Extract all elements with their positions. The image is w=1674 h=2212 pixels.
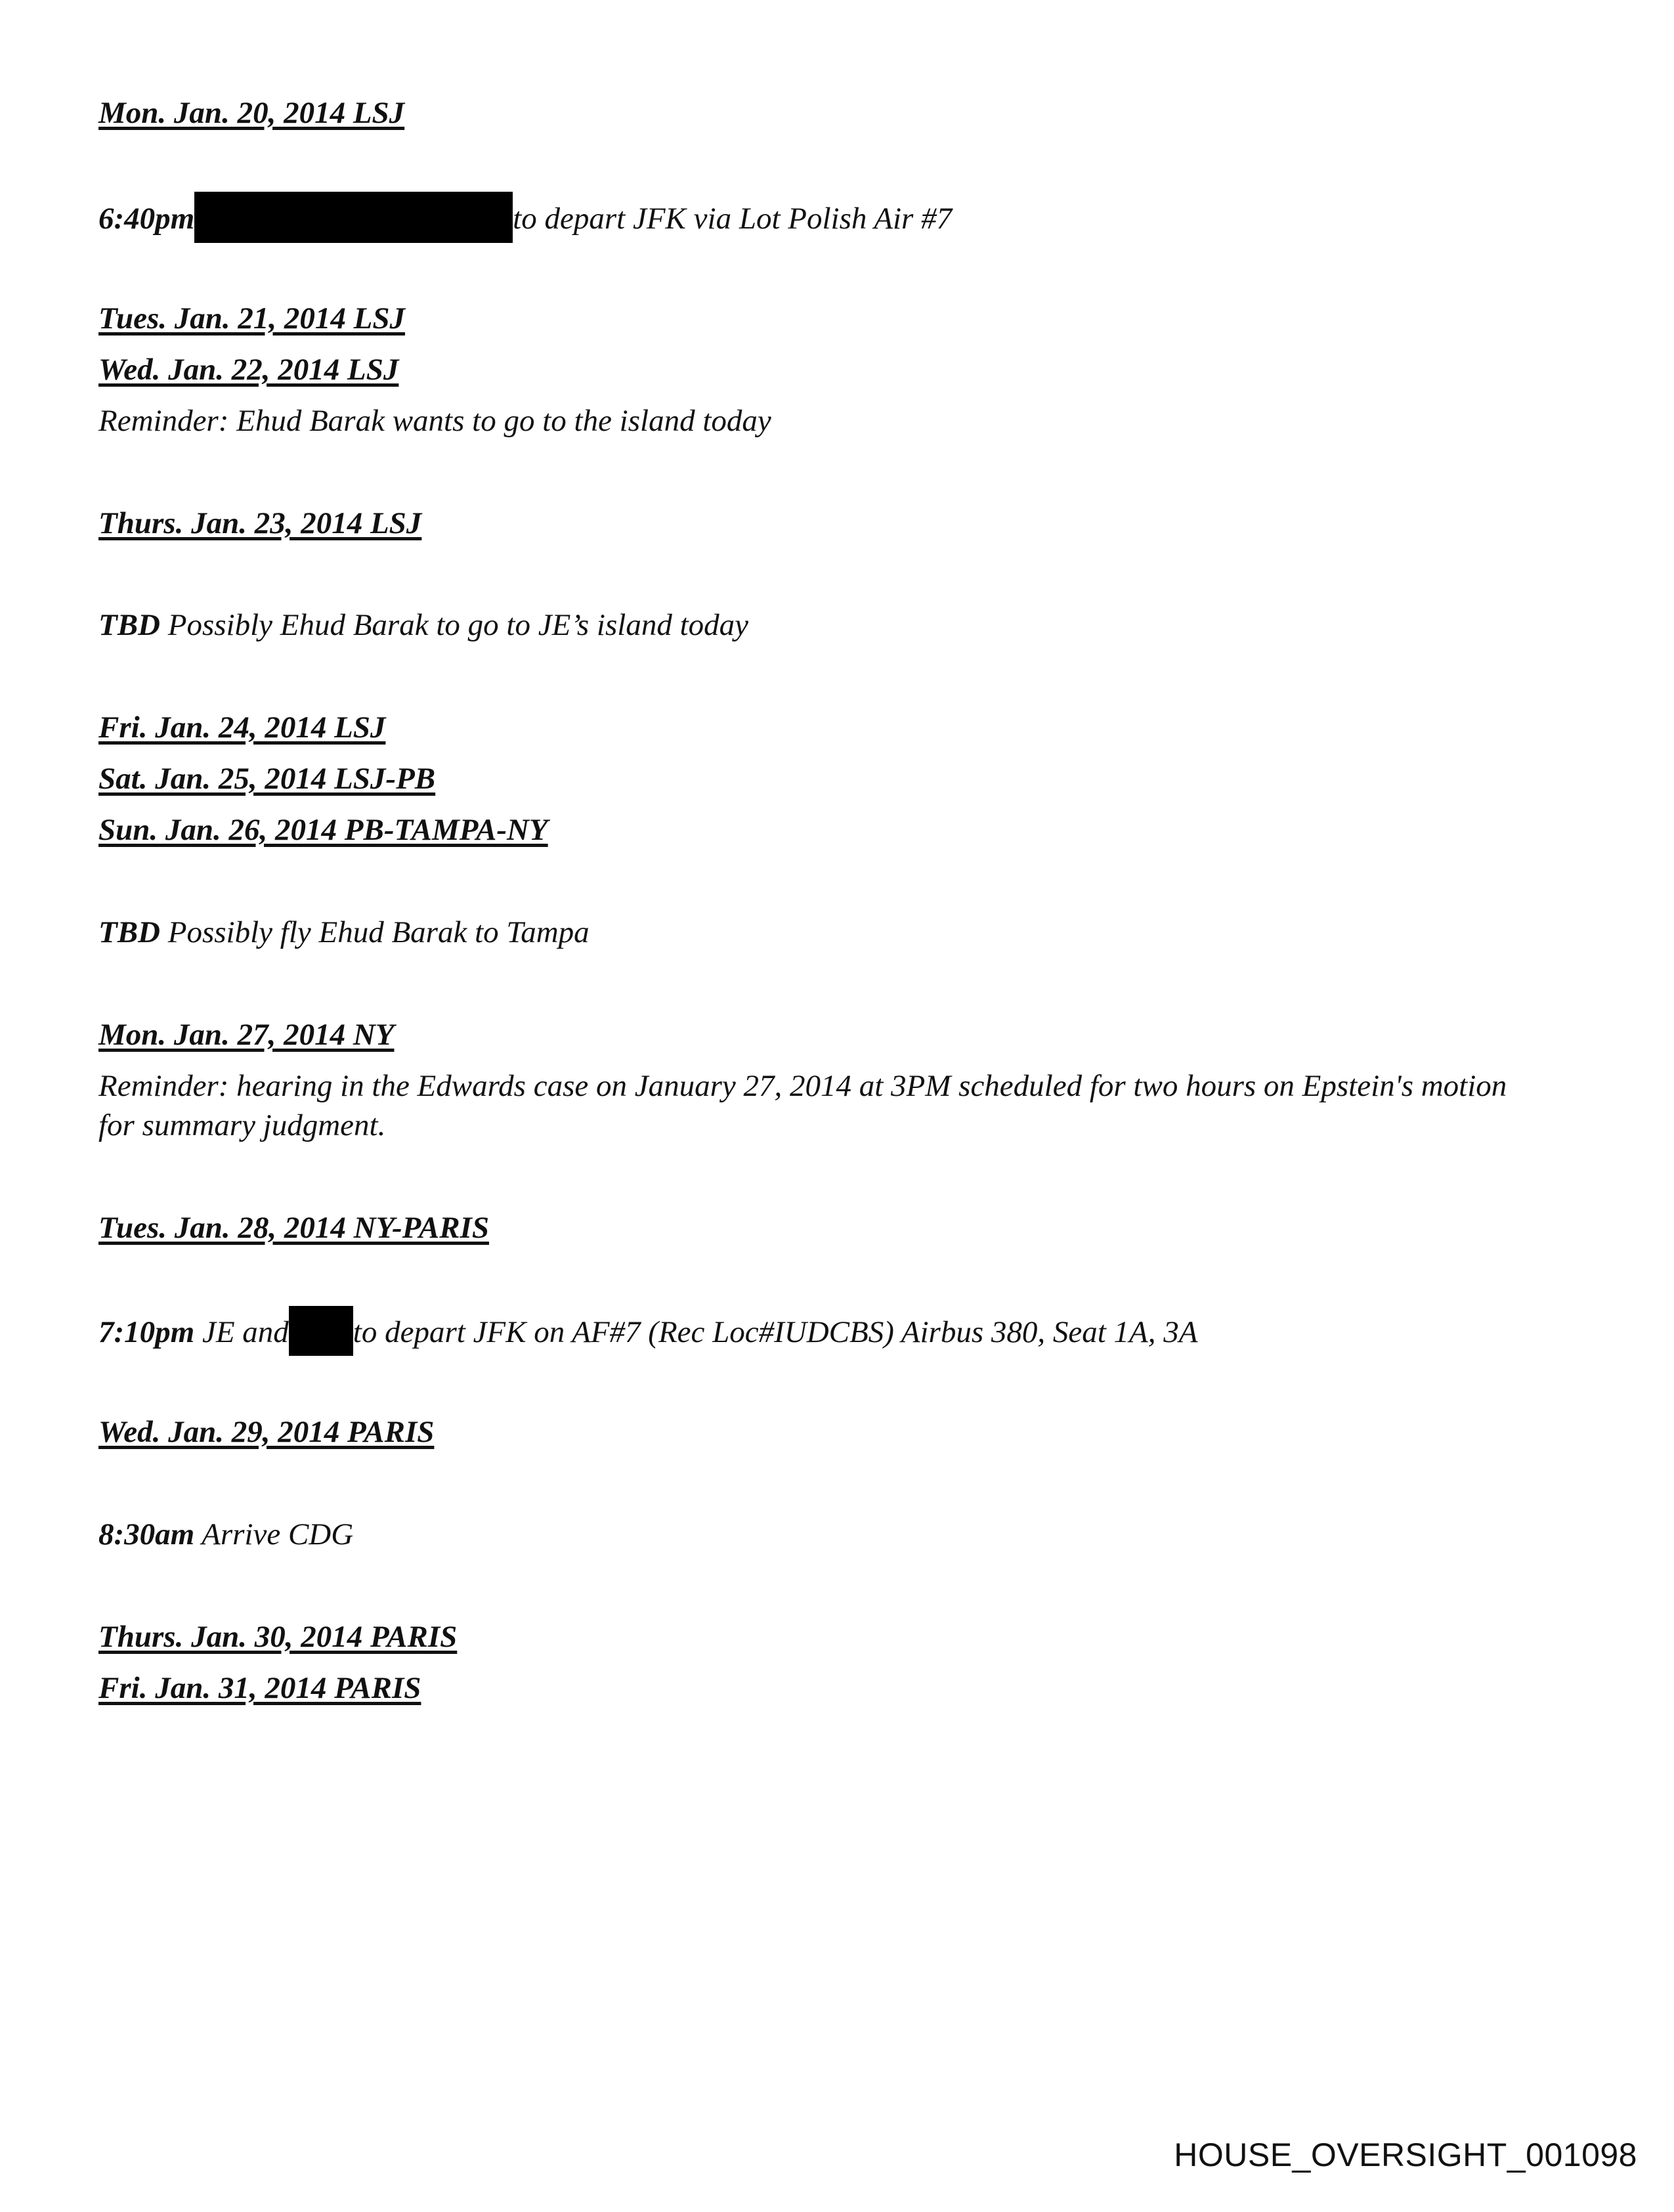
redaction-block <box>289 1306 353 1356</box>
event-jan-20-flight <box>98 196 952 247</box>
day-heading-jan-31: Fri. Jan. 31, 2014 PARIS <box>98 1671 421 1705</box>
event-jan-23-tbd <box>98 605 748 645</box>
event-text: to depart JFK on AF#7 (Rec Loc#IUDCBS) Airbus 380, Seat 1A, 3A <box>353 1314 1198 1349</box>
day-heading-jan-21: Tues. Jan. 21, 2014 LSJ <box>98 301 405 336</box>
event-text: Possibly fly Ehud Barak to Tampa <box>167 915 590 949</box>
day-heading-jan-25: Sat. Jan. 25, 2014 LSJ-PB <box>98 762 436 796</box>
reminder-jan-22: Reminder: Ehud Barak wants to go to the island today <box>98 404 771 438</box>
event-text-before: JE and <box>202 1314 289 1349</box>
event-time: TBD <box>98 915 160 949</box>
day-heading-jan-22: Wed. Jan. 22, 2014 LSJ <box>98 353 399 387</box>
event-text: Possibly Ehud Barak to go to JE’s island today <box>167 608 748 642</box>
event-time: 6:40pm <box>98 201 195 236</box>
event-jan-29-arrive <box>98 1515 353 1554</box>
day-heading-jan-30: Thurs. Jan. 30, 2014 PARIS <box>98 1620 458 1654</box>
day-heading-jan-24: Fri. Jan. 24, 2014 LSJ <box>98 710 386 745</box>
day-heading-jan-27: Mon. Jan. 27, 2014 NY <box>98 1018 395 1052</box>
event-jan-26-tbd <box>98 913 590 952</box>
day-heading-jan-29: Wed. Jan. 29, 2014 PARIS <box>98 1415 435 1449</box>
event-jan-28-flight <box>98 1310 1197 1360</box>
event-time: 7:10pm <box>98 1314 195 1349</box>
redaction-block <box>194 192 513 243</box>
event-text: to depart JFK via Lot Polish Air #7 <box>513 201 953 236</box>
day-heading-jan-20: Mon. Jan. 20, 2014 LSJ <box>98 96 405 130</box>
day-heading-jan-23: Thurs. Jan. 23, 2014 LSJ <box>98 506 422 540</box>
event-time: 8:30am <box>98 1517 195 1551</box>
bates-number: HOUSE_OVERSIGHT_001098 <box>1174 2136 1637 2173</box>
event-text: Arrive CDG <box>202 1517 354 1551</box>
day-heading-jan-28: Tues. Jan. 28, 2014 NY-PARIS <box>98 1211 489 1245</box>
day-heading-jan-26: Sun. Jan. 26, 2014 PB-TAMPA-NY <box>98 813 548 847</box>
event-time: TBD <box>98 608 160 642</box>
reminder-jan-27: Reminder: hearing in the Edwards case on January 27, 2014 at 3PM scheduled for two hours on Epstein's motion for summary judgment. <box>98 1069 1507 1142</box>
